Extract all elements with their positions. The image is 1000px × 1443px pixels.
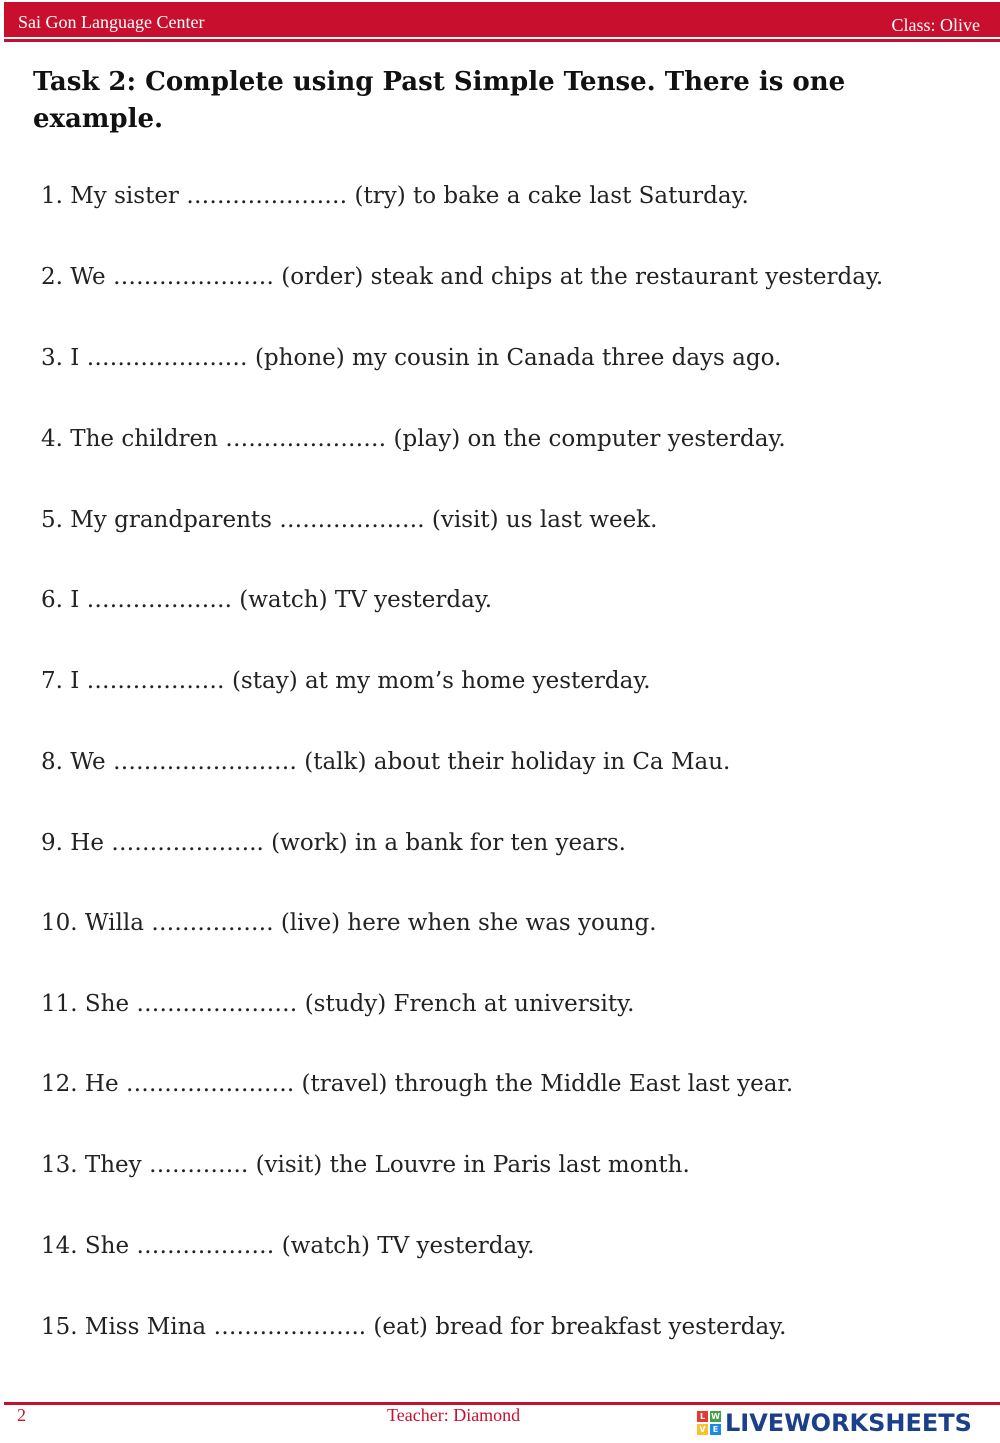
school-name: Sai Gon Language Center: [18, 12, 205, 32]
teacher-name: Teacher: Diamond: [387, 1405, 521, 1425]
logo-block: V: [697, 1424, 708, 1435]
question-item: 1. My sister ………………… (try) to bake a cake last Saturday.: [41, 183, 749, 209]
question-item: 9. He ……………….. (work) in a bank for ten years.: [41, 830, 626, 856]
question-item: 2. We ………………… (order) steak and chips at the restaurant yesterday.: [41, 264, 884, 290]
task-title: Task 2: Complete using Past Simple Tense. There is one example.: [33, 67, 846, 134]
logo-blocks-icon: [697, 1411, 721, 1435]
logo-block: W: [711, 1412, 720, 1421]
logo-block: L: [697, 1411, 708, 1422]
question-item: 13. They …………. (visit) the Louvre in Paris last month.: [41, 1152, 690, 1178]
liveworksheets-logo[interactable]: [697, 1408, 972, 1438]
question-item: 12. He …………………. (travel) through the Middle East last year.: [41, 1071, 794, 1097]
question-item: 15. Miss Mina ……………….. (eat) bread for breakfast yesterday.: [41, 1314, 787, 1340]
logo-block: E: [710, 1424, 721, 1435]
question-item: 3. I ………………… (phone) my cousin in Canada three days ago.: [41, 345, 782, 371]
class-name: Class: Olive: [891, 15, 980, 35]
header-divider: [4, 39, 1000, 42]
question-item: 4. The children ………………… (play) on the computer yesterday.: [41, 426, 786, 452]
question-item: 11. She ………………… (study) French at university.: [41, 991, 635, 1017]
question-item: 7. I ……………… (stay) at my mom’s home yesterday.: [41, 668, 651, 694]
logo-text: LIVEWORKSHEETS: [725, 1409, 972, 1437]
question-item: 14. She ……………… (watch) TV yesterday.: [41, 1233, 535, 1259]
question-item: 8. We …………………… (talk) about their holiday in Ca Mau.: [41, 749, 731, 775]
question-item: 10. Willa ……………. (live) here when she was young.: [41, 910, 657, 936]
question-item: 6. I ………………. (watch) TV yesterday.: [41, 587, 493, 613]
question-item: 5. My grandparents ………………. (visit) us last week.: [41, 507, 658, 533]
page-number: 2: [17, 1405, 26, 1425]
